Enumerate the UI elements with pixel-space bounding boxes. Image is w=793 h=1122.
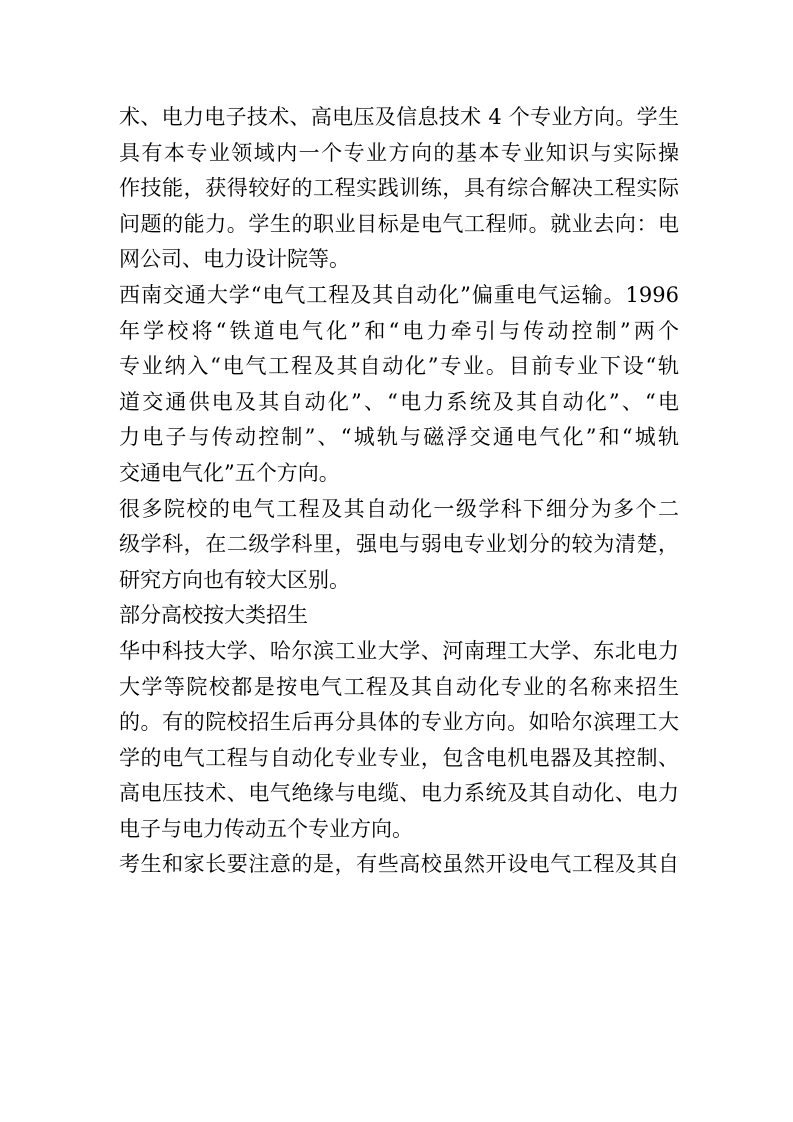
text-line: 网公司、电力设计院等。	[119, 247, 350, 272]
text-line: 西南交通大学“电气工程及其自动化”偏重电气运输。1996	[119, 282, 679, 307]
text-line: 很多院校的电气工程及其自动化一级学科下细分为多个二	[119, 496, 679, 521]
text-line: 华中科技大学、哈尔滨工业大学、河南理工大学、东北电力	[119, 638, 679, 663]
document-body	[119, 100, 679, 883]
text-line: 研究方向也有较大区别。	[119, 567, 350, 592]
text-line: 术、电力电子技术、高电压及信息技术 4 个专业方向。学生	[119, 105, 679, 129]
text-line: 力电子与传动控制”、“城轨与磁浮交通电气化”和“城轨	[119, 425, 679, 450]
text-line: 电子与电力传动五个专业方向。	[119, 816, 413, 841]
text-line: 级学科，在二级学科里，强电与弱电专业划分的较为清楚，	[119, 532, 679, 557]
text-line: 考生和家长要注意的是，有些高校虽然开设电气工程及其自	[119, 852, 679, 877]
text-line: 年学校将“铁道电气化”和“电力牵引与传动控制”两个	[119, 318, 679, 343]
text-line: 交通电气化”五个方向。	[119, 460, 340, 485]
text-line: 作技能，获得较好的工程实践训练，具有综合解决工程实际	[119, 176, 679, 201]
text-line: 部分高校按大类招生	[119, 603, 308, 628]
text-line: 道交通供电及其自动化”、“电力系统及其自动化”、“电	[119, 389, 679, 414]
text-line: 的。有的院校招生后再分具体的专业方向。如哈尔滨理工大	[119, 710, 679, 735]
text-line: 专业纳入“电气工程及其自动化”专业。目前专业下设“轨	[119, 354, 679, 379]
text-line: 学的电气工程与自动化专业专业，包含电机电器及其控制、	[119, 745, 679, 770]
text-line: 高电压技术、电气绝缘与电缆、电力系统及其自动化、电力	[119, 781, 679, 806]
text-line: 具有本专业领域内一个专业方向的基本专业知识与实际操	[119, 140, 679, 165]
text-line: 大学等院校都是按电气工程及其自动化专业的名称来招生	[119, 674, 679, 699]
text-line: 问题的能力。学生的职业目标是电气工程师。就业去向：电	[119, 211, 679, 236]
